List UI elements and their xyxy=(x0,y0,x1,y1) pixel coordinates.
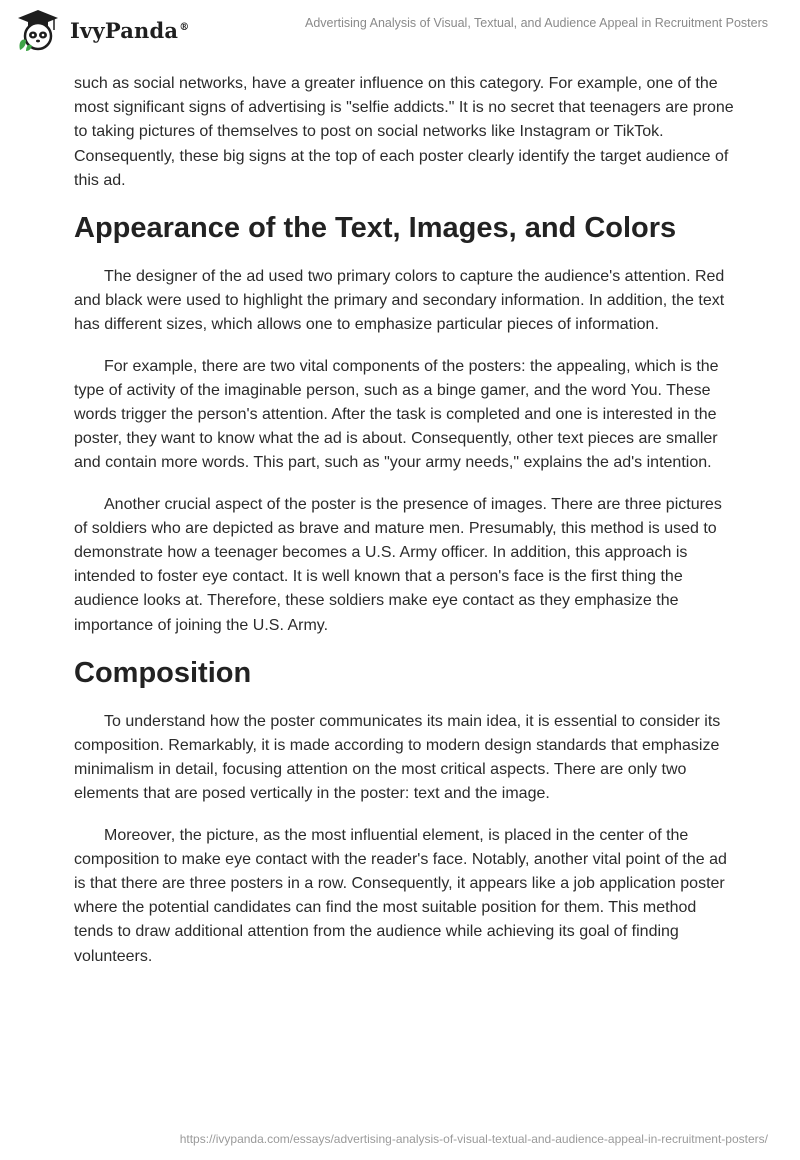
body-paragraph: To understand how the poster communicates its main idea, it is essential to consider its composition. Remarkably, it is made according to modern design standards that emphasize minimalism in detail, focusing attention on the most critical aspects. There are only two elements that are posed vertically in the poster: text and the image. xyxy=(74,712,721,803)
body-paragraph: The designer of the ad used two primary colors to capture the audience's attention. Red and black were used to highlight the primary and secondary information. In addition, the text has different sizes, which allows one to emphasize particular pieces of information. xyxy=(74,268,725,334)
section-heading-appearance: Appearance of the Text, Images, and Colors xyxy=(74,212,677,245)
essay-content xyxy=(74,72,734,986)
intro-paragraph: such as social networks, have a greater influence on this category. For example, one of the most significant signs of advertising is "selfie addicts." It is no secret that teenagers are prone to taking pictures of themselves to post on social networks like Instagram or TikTok. Consequently, these big signs at the top of each poster clearly identify the target audience of this ad. xyxy=(74,75,734,189)
body-paragraph: Moreover, the picture, as the most influential element, is placed in the center of the composition to make eye contact with the reader's face. Notably, another vital point of the ad is that there are three posters in a row. Consequently, it appears like a job application poster where the potential candidates can find the most suitable position for them. This method tends to draw additional attention from the audience while achieving its goal of finding volunteers. xyxy=(74,826,727,965)
brand-name: IvyPanda® xyxy=(70,17,190,43)
ivypanda-logo[interactable] xyxy=(14,8,189,52)
document-title: Advertising Analysis of Visual, Textual, and Audience Appeal in Recruitment Posters xyxy=(304,16,768,30)
body-paragraph: Another crucial aspect of the poster is the presence of images. There are three pictures of soldiers who are depicted as brave and mature men. Presumably, this method is used to demonstrate how a teenager becomes a U.S. Army officer. In addition, this approach is intended to foster eye contact. It is well known that a person's face is the first thing the audience looks at. Therefore, these soldiers make eye contact as they emphasize the importance of joining the U.S. Army. xyxy=(74,495,722,634)
panda-icon xyxy=(14,8,62,52)
footer-url-link[interactable]: https://ivypanda.com/essays/advertising-analysis-of-visual-textual-and-audience-appeal-in-recruitment-posters/ xyxy=(179,1132,768,1146)
body-paragraph: For example, there are two vital components of the posters: the appealing, which is the type of activity of the imaginable person, such as a binge gamer, and the word You. These words trigger the person's attention. After the task is completed and one is interested in the poster, they want to know what the ad is about. Consequently, other text pieces are smaller and contain more words. This part, such as "your army needs," explains the ad's intention. xyxy=(74,357,719,472)
page-header xyxy=(0,0,800,60)
section-heading-composition: Composition xyxy=(74,656,252,689)
